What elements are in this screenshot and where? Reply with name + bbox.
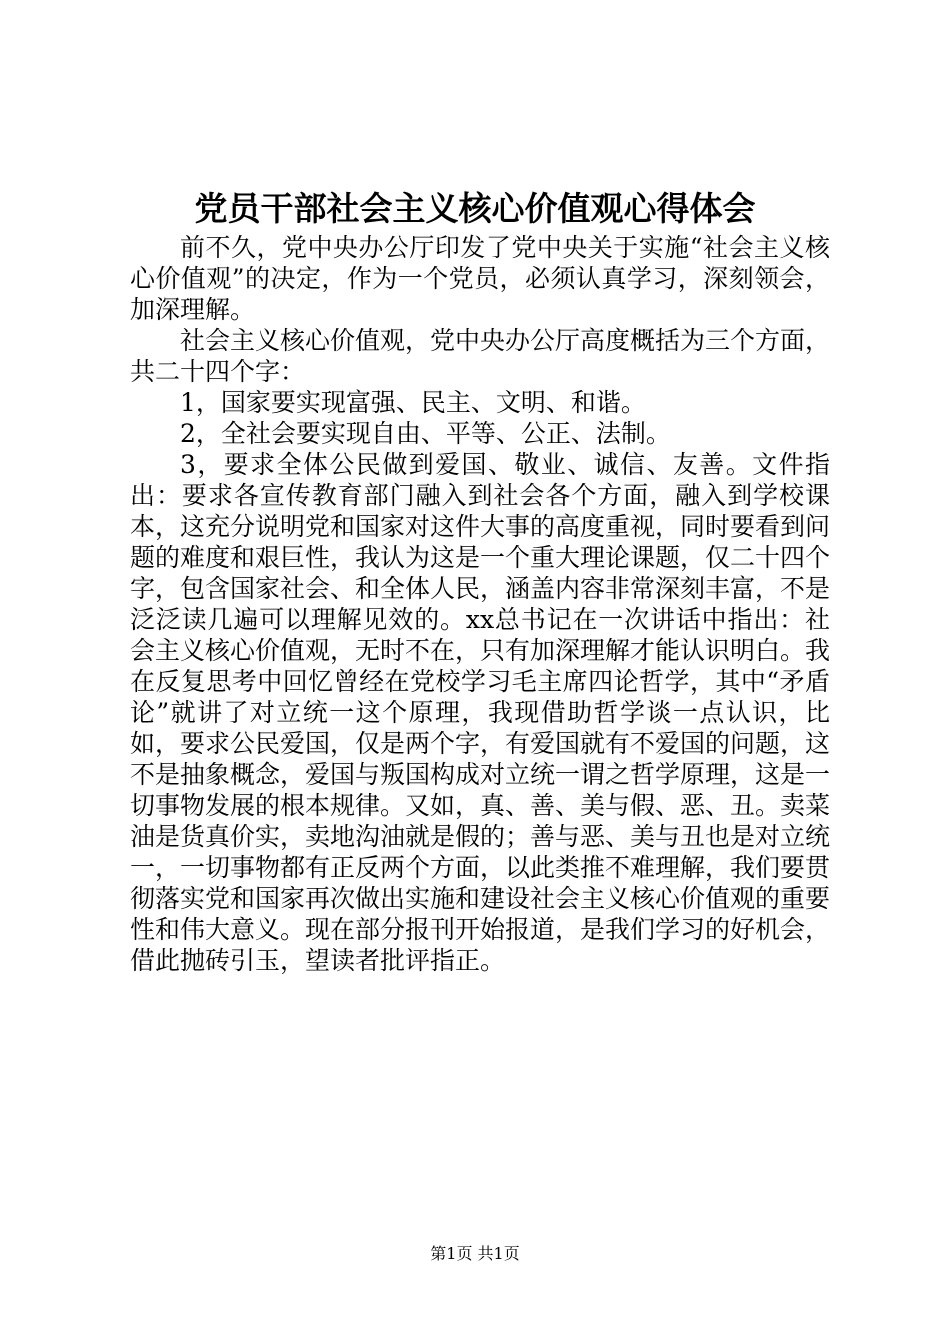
paragraph-item-2: 2，全社会要实现自由、平等、公正、法制。	[180, 419, 671, 448]
paragraph-item-1: 1，国家要实现富强、民主、文明、和谐。	[180, 388, 646, 417]
document-body	[130, 232, 830, 976]
paragraph-intro: 前不久，党中央办公厅印发了党中央关于实施“社会主义核心价值观”的决定，作为一个党员，必须认真学习，深刻领会，加深理解。	[130, 233, 830, 324]
document-title: 党员干部社会主义核心价值观心得体会	[194, 189, 756, 228]
paragraph-summary: 社会主义核心价值观，党中央办公厅高度概括为三个方面，共二十四个字：	[130, 326, 831, 386]
paragraph-item-3: 3，要求全体公民做到爱国、敬业、诚信、友善。文件指出：要求各宣传教育部门融入到社会各个方面，融入到学校课本，这充分说明党和国家对这件大事的高度重视，同时要看到问题的难度和艰巨性，我认为这是一个重大理论课题，仅二十四个字，包含国家社会、和全体人民，涵盖内容非常深刻丰富，不是泛泛读几遍可以理解见效的。xx总书记在一次讲话中指出：社会主义核心价值观，无时不在，只有加深理解才能认识明白。我在反复思考中回忆曾经在党校学习毛主席四论哲学，其中“矛盾论”就讲了对立统一这个原理，我现借助哲学谈一点认识，比如，要求公民爱国，仅是两个字，有爱国就有不爱国的问题，这不是抽象概念，爱国与叛国构成对立统一谓之哲学原理，这是一切事物发展的根本规律。又如，真、善、美与假、恶、丑。卖菜油是货真价实，卖地沟油就是假的；善与恶、美与丑也是对立统一，一切事物都有正反两个方面，以此类推不难理解，我们要贯彻落实党和国家再次做出实施和建设社会主义核心价值观的重要性和伟大意义。现在部分报刊开始报道，是我们学习的好机会，借此抛砖引玉，望读者批评指正。	[130, 450, 831, 975]
page-number-footer: 第1页 共1页	[430, 1244, 520, 1263]
